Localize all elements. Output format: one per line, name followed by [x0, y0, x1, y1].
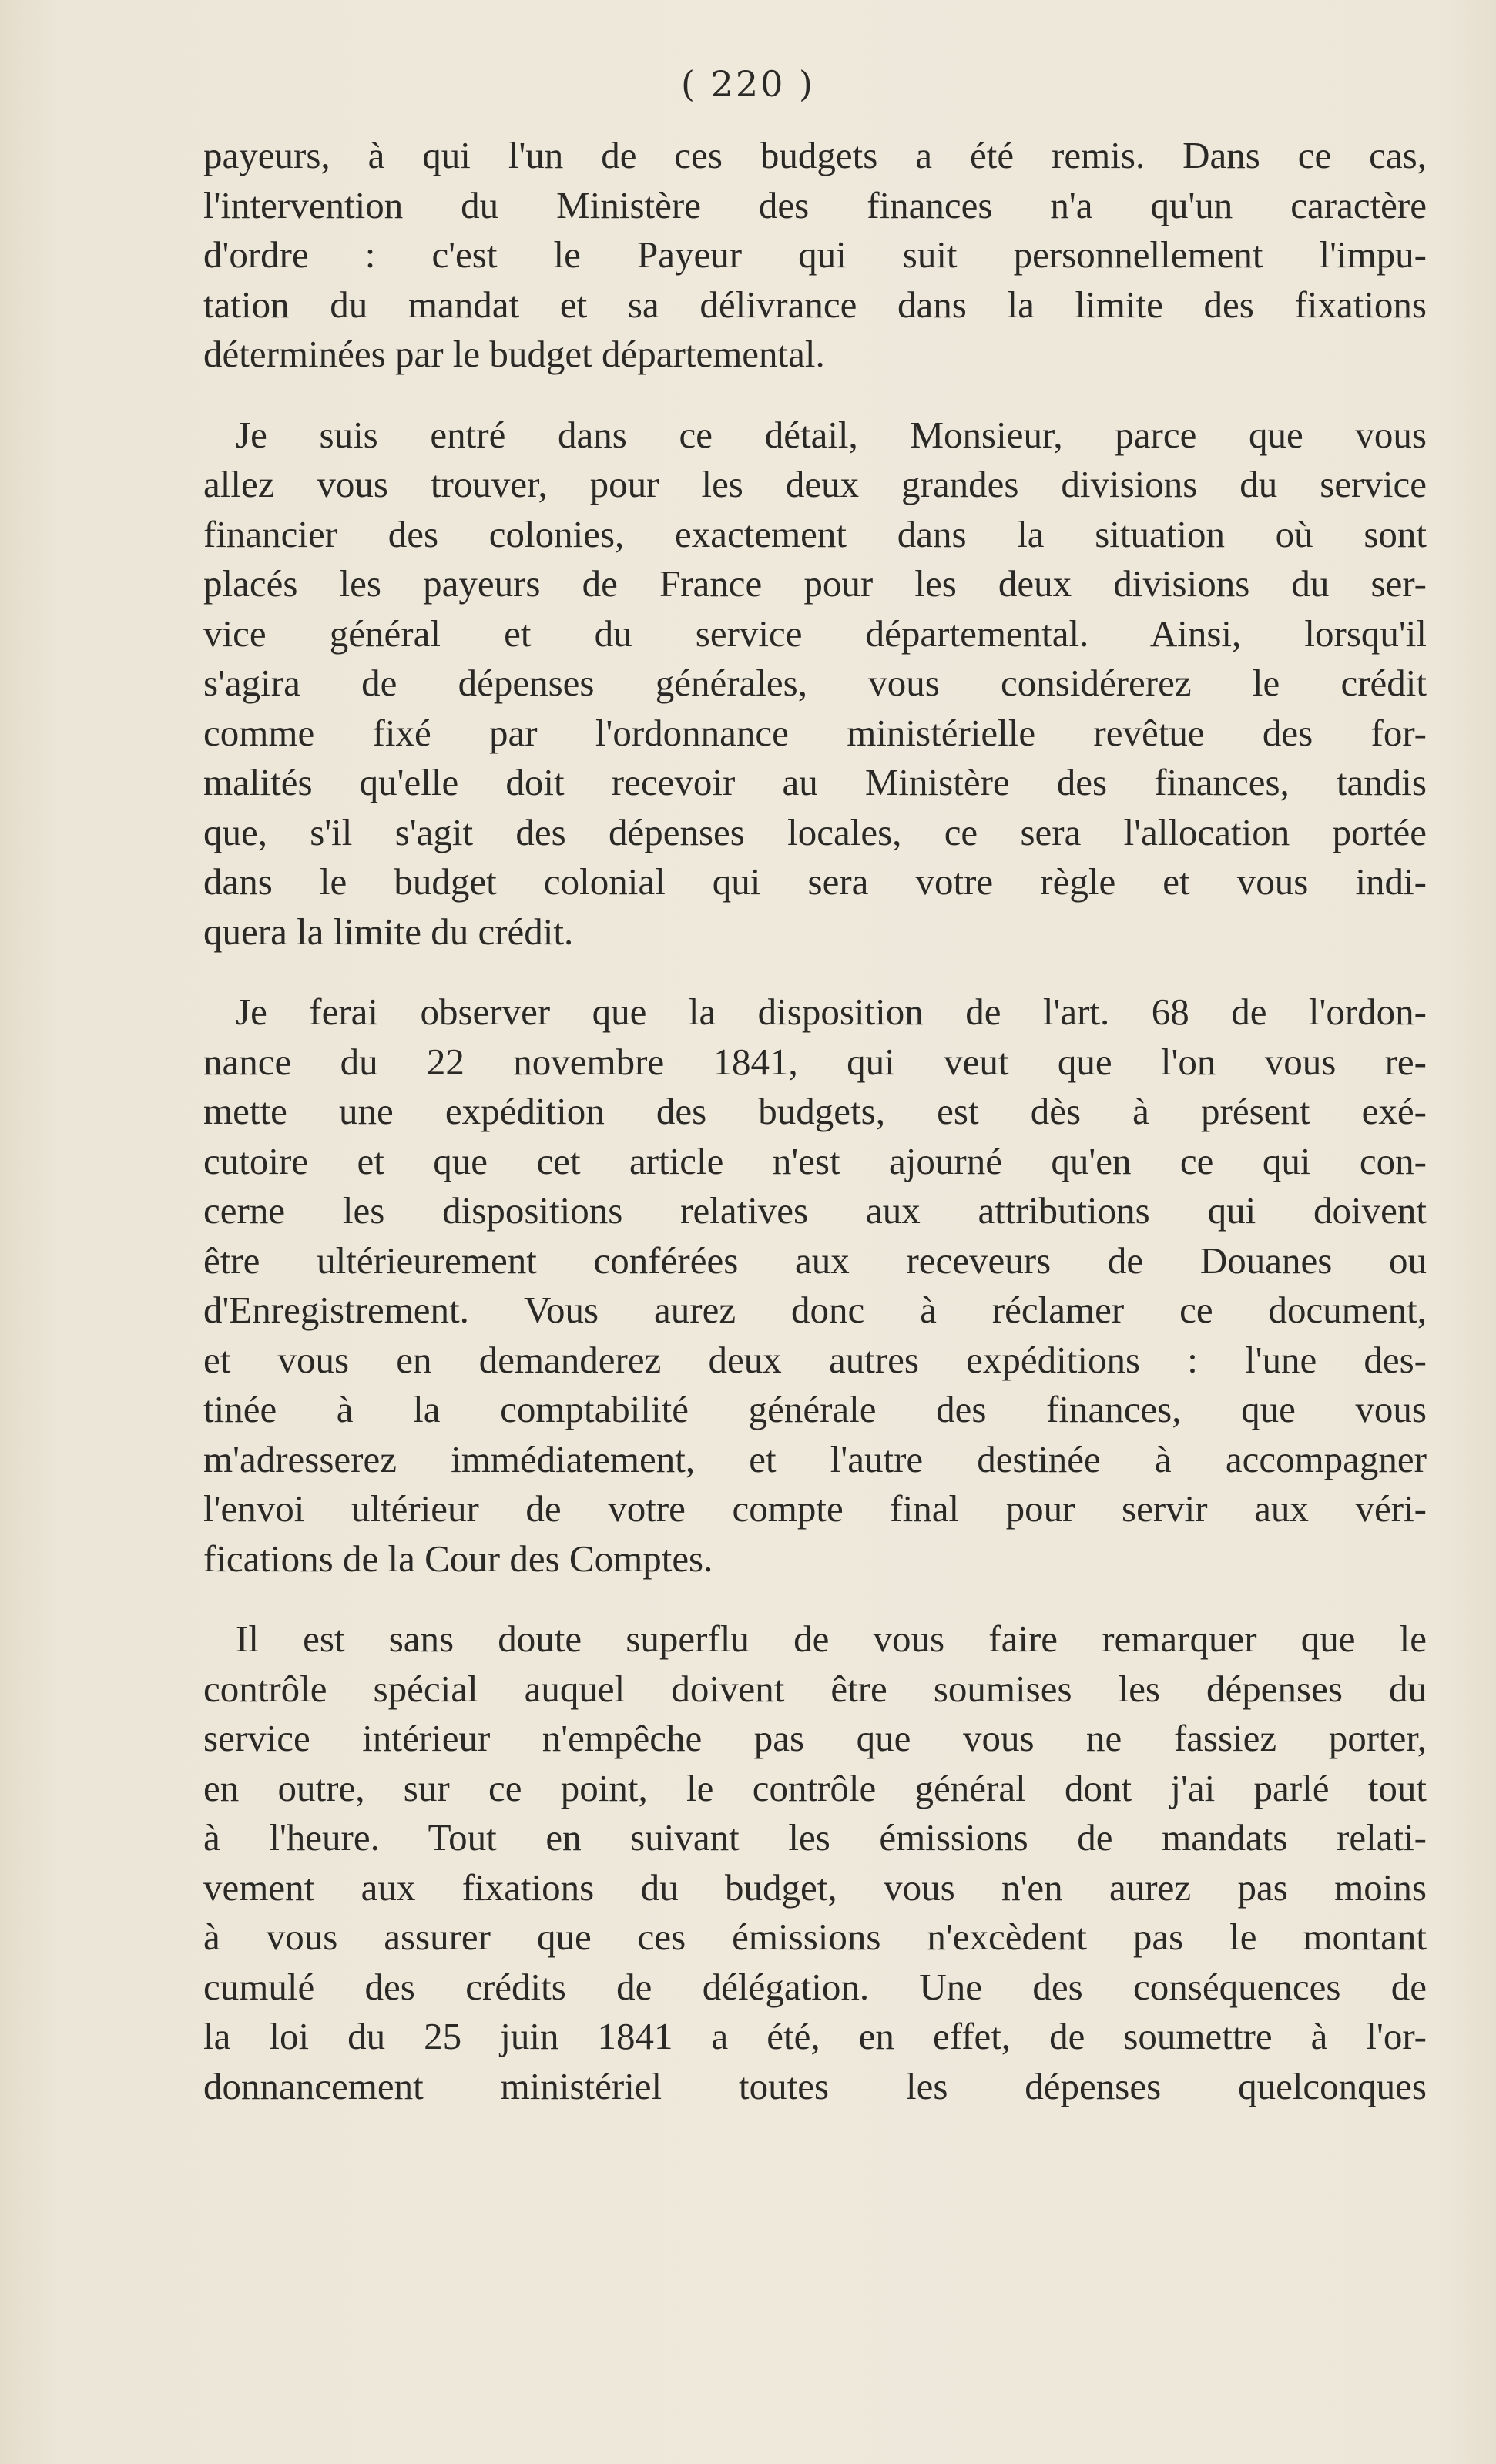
body-text — [203, 131, 1427, 2111]
text-line: m'adresserez immédiatement, et l'autre destinée à accompagner — [203, 1437, 1427, 1480]
text-line: mette une expédition des budgets, est dès à présent exé- — [203, 1090, 1427, 1132]
text-line: donnancement ministériel toutes les dépenses quelconques — [203, 2064, 1427, 2107]
text-line: cumulé des crédits de délégation. Une des conséquences de — [203, 1965, 1427, 2008]
text-line: que, s'il s'agit des dépenses locales, ce sera l'allocation portée — [203, 810, 1427, 853]
paragraph-2 — [203, 411, 1427, 957]
text-line: quera la limite du crédit. — [203, 910, 574, 953]
text-line: payeurs, à qui l'un de ces budgets a été remis. Dans ce cas, — [203, 134, 1427, 176]
text-line: comme fixé par l'ordonnance ministérielle revêtue des for- — [203, 711, 1427, 754]
text-line: la loi du 25 juin 1841 a été, en effet, de soumettre à l'or- — [203, 2015, 1427, 2057]
text-line: s'agira de dépenses générales, vous considérerez le crédit — [203, 662, 1427, 704]
text-line: Je suis entré dans ce détail, Monsieur, parce que vous — [236, 413, 1427, 456]
text-line: tinée à la comptabilité générale des finances, que vous — [203, 1388, 1427, 1430]
text-line: service intérieur n'empêche pas que vous ne fassiez porter, — [203, 1717, 1427, 1759]
text-line: être ultérieurement conférées aux receveurs de Douanes ou — [203, 1239, 1427, 1282]
text-line: l'envoi ultérieur de votre compte final pour servir aux véri- — [203, 1487, 1427, 1530]
text-line: cerne les dispositions relatives aux attributions qui doivent — [203, 1189, 1427, 1232]
paragraph-3 — [203, 987, 1427, 1584]
text-line: à l'heure. Tout en suivant les émissions de mandats relati- — [203, 1816, 1427, 1859]
text-line: allez vous trouver, pour les deux grandes divisions du service — [203, 463, 1427, 505]
text-line: nance du 22 novembre 1841, qui veut que l'on vous re- — [203, 1040, 1427, 1083]
paragraph-4 — [203, 1614, 1427, 2111]
text-line: et vous en demanderez deux autres expéditions : l'une des- — [203, 1338, 1427, 1381]
text-line: d'ordre : c'est le Payeur qui suit personnellement l'impu- — [203, 233, 1427, 276]
text-line: à vous assurer que ces émissions n'excèdent pas le montant — [203, 1916, 1427, 1958]
text-line: contrôle spécial auquel doivent être soumises les dépenses du — [203, 1667, 1427, 1710]
text-line: déterminées par le budget départemental. — [203, 333, 825, 375]
text-line: en outre, sur ce point, le contrôle général dont j'ai parlé tout — [203, 1766, 1427, 1809]
text-line: tation du mandat et sa délivrance dans la limite des fixations — [203, 283, 1427, 326]
text-line: vement aux fixations du budget, vous n'en aurez pas moins — [203, 1866, 1427, 1909]
text-line: financier des colonies, exactement dans la situation où sont — [203, 512, 1427, 555]
text-line: Je ferai observer que la disposition de l'art. 68 de l'ordon- — [236, 991, 1427, 1033]
page-number: ( 220 ) — [681, 63, 815, 105]
text-line: placés les payeurs de France pour les deux divisions du ser- — [203, 562, 1427, 605]
text-line: fications de la Cour des Comptes. — [203, 1537, 713, 1580]
text-line: Il est sans doute superflu de vous faire remarquer que le — [236, 1618, 1427, 1660]
text-line: malités qu'elle doit recevoir au Ministère des finances, tandis — [203, 761, 1427, 803]
text-line: cutoire et que cet article n'est ajourné qu'en ce qui con- — [203, 1139, 1427, 1182]
text-line: dans le budget colonial qui sera votre règle et vous indi- — [203, 860, 1427, 903]
text-line: d'Enregistrement. Vous aurez donc à réclamer ce document, — [203, 1289, 1427, 1331]
text-line: vice général et du service départemental. Ainsi, lorsqu'il — [203, 612, 1427, 655]
paragraph-1 — [203, 131, 1427, 380]
text-line: l'intervention du Ministère des finances n'a qu'un caractère — [203, 183, 1427, 226]
